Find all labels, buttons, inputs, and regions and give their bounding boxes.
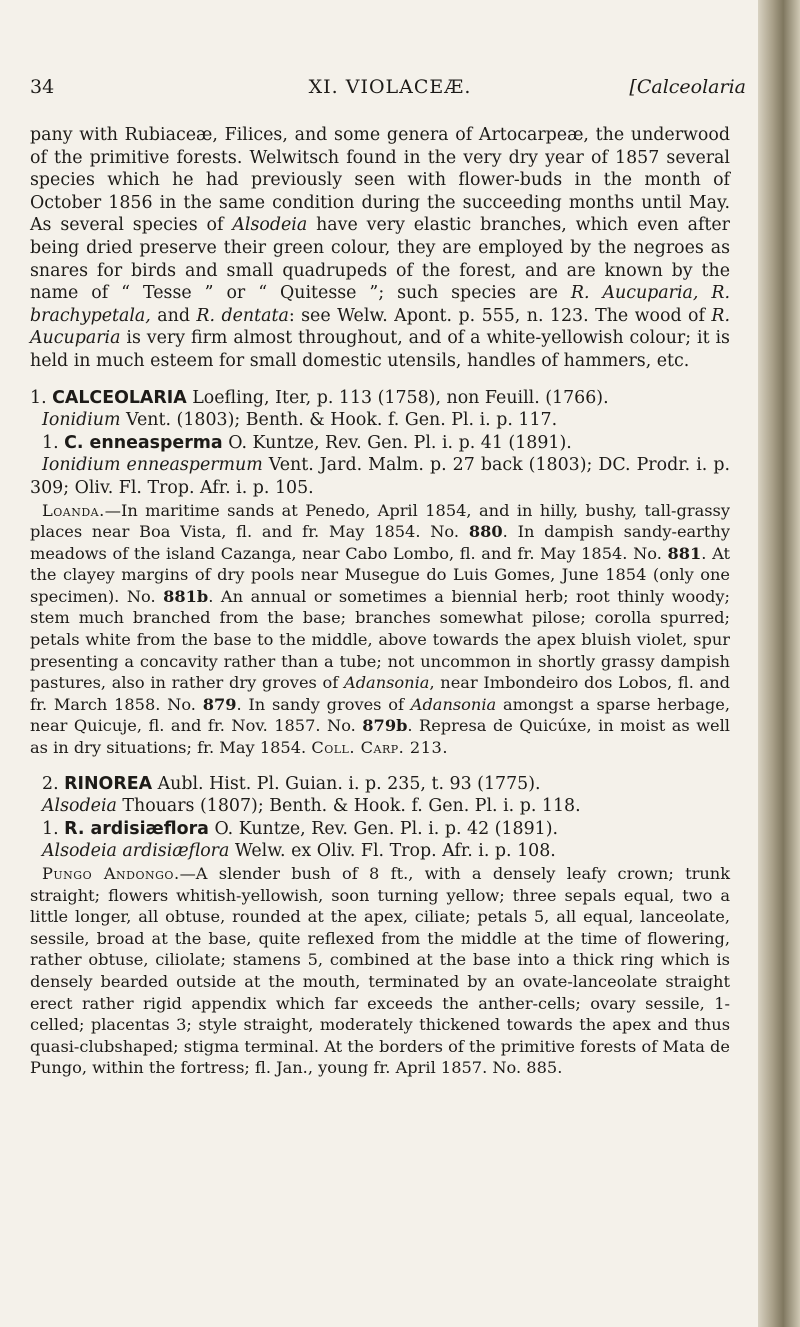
collection-reference: Coll. Carp. 213. [311,738,448,758]
genus-calceolaria-synonym: Ionidium Vent. (1803); Benth. & Hook. f. Gen. Pl. i. p. 117. [42,410,558,431]
genus-rinorea-synonym: Alsodeia Thouars (1807); Benth. & Hook. f. Gen. Pl. i. p. 118. [42,796,581,817]
genus-alsodeia: Alsodeia [232,215,308,236]
genus-rinorea-heading: 2. RINOREA Aubl. Hist. Pl. Guian. i. p. 235, t. 93 (1775). [42,773,541,794]
species-enneasperma-description: Loanda.—In maritime sands at Penedo, April 1854, and in hilly, bushy, tall-grassy places near Boa Vista, fl. and fr. May 1854. No. 880. In dampish sandy-earthy meadows of the island Cazanga, near Cabo Lombo, fl. and fr. May 1854. No. 881. At the clayey margins of dry pools near Musegue do Luis Gomes, June 1854 (only one specimen). No. 881b. An annual or sometimes a biennial herb; root thinly woody; stem much branched from the base; branches somewhat pilose; corolla spurred; petals white from the base to the middle, above towards the apex bluish violet, spur presenting a concavity rather than a tube; not uncommon in shortly grassy dampish pastures, also in rather dry groves of Adansonia, near Imbondeiro dos Lobos, fl. and fr. March 1858. No. 879. In sandy groves of Adansonia amongst a sparse herbage, near Quicuje, fl. and fr. Nov. 1857. No. 879b. Represa de Quicúxe, in moist as well as in dry situations; fr. May 1854. Coll. Carp. 213. [30,500,730,758]
running-reference: [Calceolaria [629,76,746,98]
locality-loanda: Loanda. [42,500,105,520]
intro-paragraph: pany with Rubiaceæ, Filices, and some genera of Artocarpeæ, the underwood of the primitive forests. Welwitsch found in the very dry year of 1857 several species which he had previously seen with flower-buds in the month of October 1856 in the same condition during the succeeding months until May. As several species of Alsodeia have very elastic branches, which even after being dried preserve their green colour, they are employed by the negroes as snares for birds and small quadrupeds of the forest, and are known by the name of “ Tesse ” or “ Quitesse ”; such species are R. Aucuparia, R. brachypetala, and R. dentata: see Welw. Apont. p. 555, n. 123. The wood of R. Aucuparia is very firm almost throughout, and of a white-yellowish colour; it is held in much esteem for small domestic utensils, handles of hammers, etc. [30,125,730,371]
species-ardisiaeflora-synonym: Alsodeia ardisiæflora Welw. ex Oliv. Fl. Trop. Afr. i. p. 108. [42,841,556,862]
species-ardisiaeflora-description: Pungo Andongo.—A slender bush of 8 ft., with a densely leafy crown; trunk straight; flowers whitish-yellowish, soon turning yellow; three sepals equal, two a little longer, all obtuse, rounded at the apex, ciliate; petals 5, all equal, lanceolate, sessile, broad at the base, quite reflexed from the middle at the time of flowering, rather obtuse, ciliolate; stamens 5, combined at the base into a thick ring which is densely bearded outside at the mouth, terminated by an ovate-lanceolate straight erect rather rigid appendix which far exceeds the anther-cells; ovary sessile, 1-celled; placentas 3; style straight, moderately thickened towards the apex and thus quasi-clubshaped; stigma terminal. At the borders of the primitive forests of Mata de Pungo, within the fortress; fl. Jan., young fr. April 1857. No. 885. [30,864,730,1078]
book-page [30,0,750,1327]
page-body [30,124,730,1079]
genus-calceolaria-heading: 1. CALCEOLARIA Loefling, Iter, p. 113 (1758), non Feuill. (1766). [30,387,609,408]
running-title: XI. VIOLACEÆ. [308,76,472,98]
species-ardisiaeflora-heading: 1. R. ardisiæflora O. Kuntze, Rev. Gen. Pl. i. p. 42 (1891). [42,818,559,839]
running-header [30,76,750,106]
species-enneasperma-heading: 1. C. enneasperma O. Kuntze, Rev. Gen. Pl. i. p. 41 (1891). [42,432,572,453]
species-enneasperma-synonym: Ionidium enneaspermum Vent. Jard. Malm. p. 27 back (1803); DC. Prodr. i. p. 309; Oliv. Fl. Trop. Afr. i. p. 105. [30,455,730,498]
page-edge-shadow [758,0,800,1327]
page-number: 34 [30,76,55,98]
locality-pungo-andongo: Pungo Andongo. [42,864,180,883]
